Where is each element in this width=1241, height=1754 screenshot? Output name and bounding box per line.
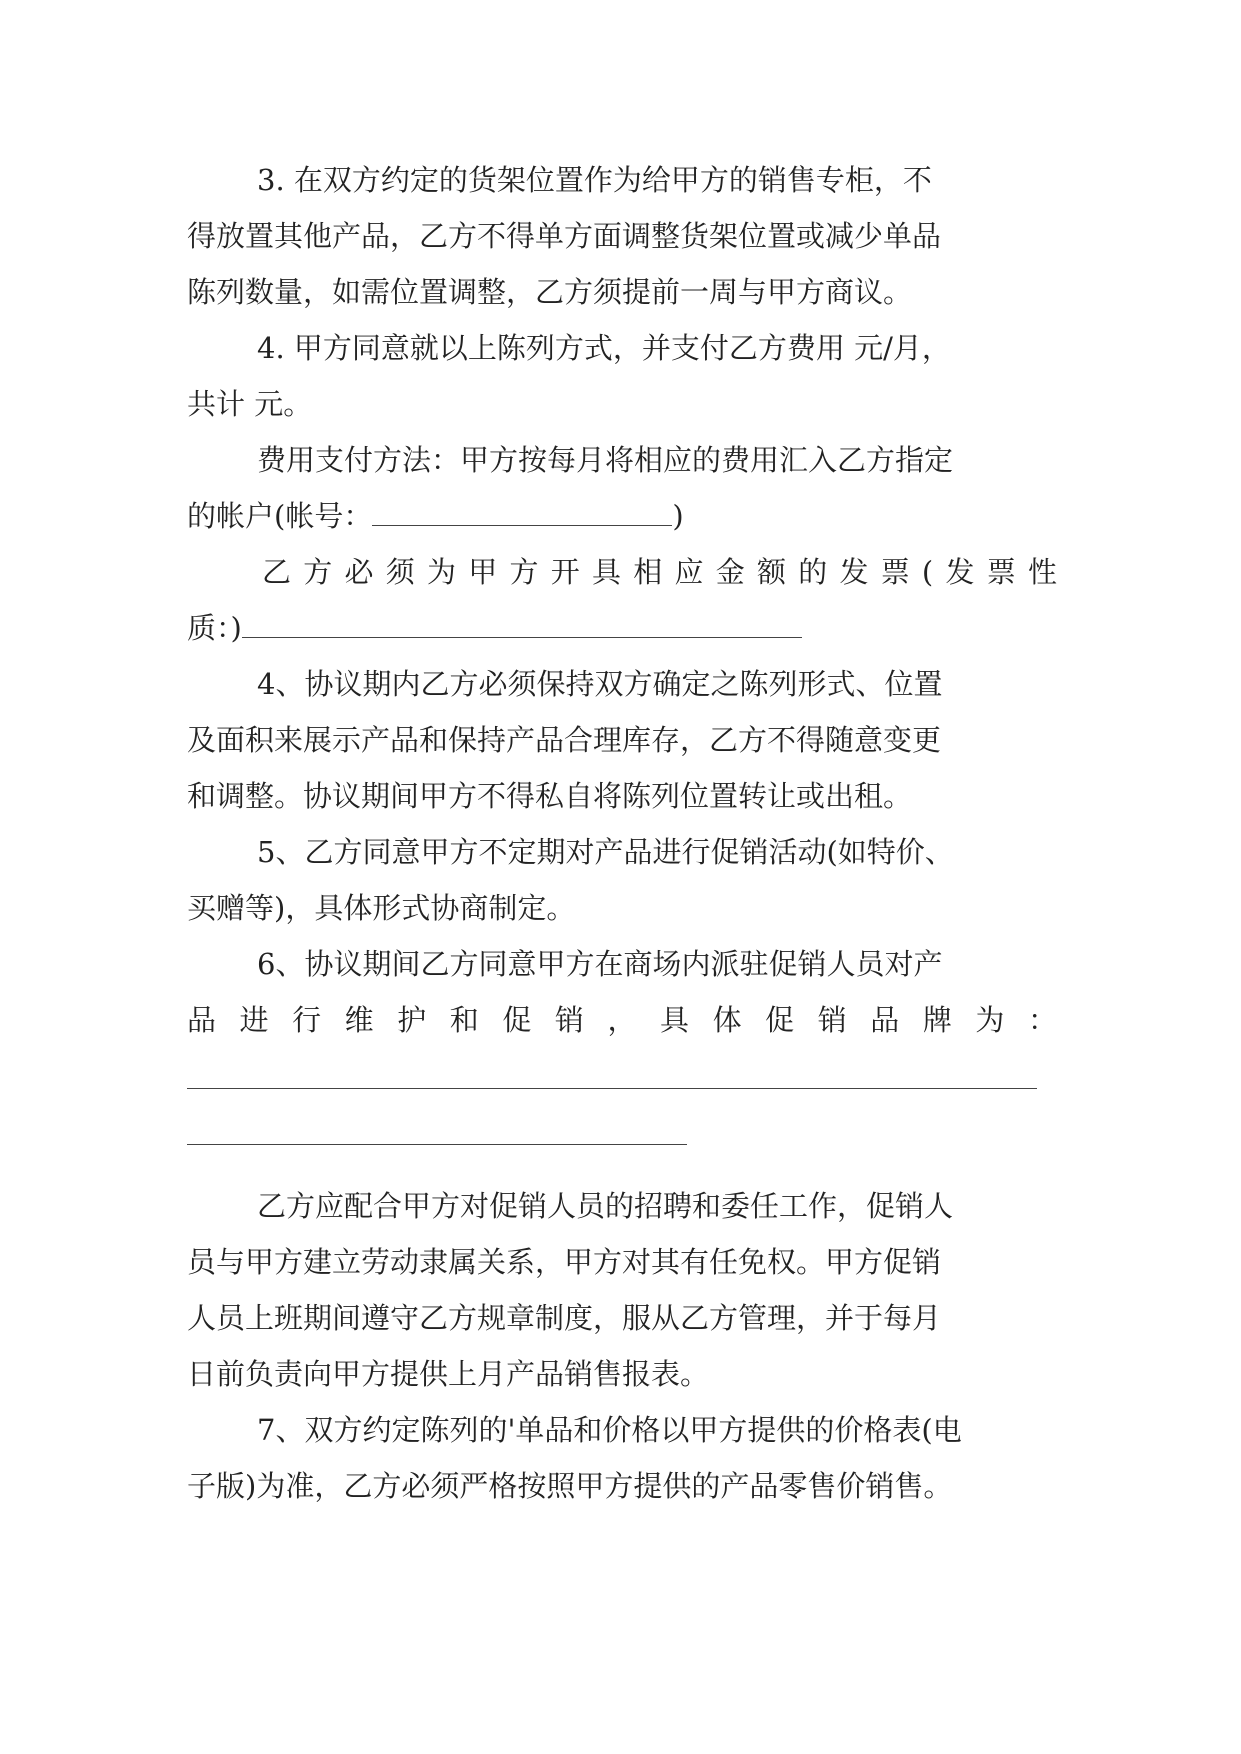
clause-3-line-2: 得放置其他产品，乙方不得单方面调整货架位置或减少单品 bbox=[187, 219, 942, 253]
staff-line-1: 乙方应配合甲方对促销人员的招聘和委任工作，促销人 bbox=[257, 1189, 954, 1223]
payment-method-line-2 bbox=[187, 488, 1057, 544]
clause-4b-line-2: 及面积来展示产品和保持产品合理库存，乙方不得随意变更 bbox=[187, 723, 942, 757]
clause-6-line-1: 6、协议期间乙方同意甲方在商场内派驻促销人员对产 bbox=[257, 947, 943, 981]
payment-method-line-1: 费用支付方法：甲方按每月将相应的费用汇入乙方指定 bbox=[257, 443, 954, 477]
brand-blank-row-1 bbox=[187, 1048, 1057, 1104]
clause-5-line-1: 5、乙方同意甲方不定期对产品进行促销活动(如特价、 bbox=[257, 835, 954, 869]
invoice-line-1: 乙方必须为甲方开具相应金额的发票(发票性 bbox=[262, 555, 1057, 589]
document-page bbox=[187, 152, 1057, 1514]
clause-4b-line-3: 和调整。协议期间甲方不得私自将陈列位置转让或出租。 bbox=[187, 779, 913, 813]
invoice-type-blank bbox=[242, 607, 802, 638]
account-label: 的帐户(帐号： bbox=[187, 499, 373, 533]
clause-6-line-2: 品进行维护和促销，具体促销品牌为： bbox=[187, 1003, 1057, 1037]
clause-3-line-3: 陈列数量，如需位置调整，乙方须提前一周与甲方商议。 bbox=[187, 275, 913, 309]
account-blank bbox=[372, 495, 672, 526]
clause-7-line-2: 子版)为准，乙方必须严格按照甲方提供的产品零售价销售。 bbox=[187, 1469, 953, 1503]
spacer bbox=[187, 1160, 1057, 1178]
staff-line-4: 日前负责向甲方提供上月产品销售报表。 bbox=[187, 1357, 710, 1391]
brand-blank-line-2 bbox=[187, 1144, 687, 1145]
staff-line-3: 人员上班期间遵守乙方规章制度，服从乙方管理，并于每月 bbox=[187, 1301, 942, 1335]
invoice-type-label: 质：) bbox=[187, 611, 242, 645]
clause-7-line-1: 7、双方约定陈列的'单品和价格以甲方提供的价格表(电 bbox=[257, 1413, 962, 1447]
clause-4b-line-1: 4、协议期内乙方必须保持双方确定之陈列形式、位置 bbox=[257, 667, 943, 701]
staff-line-2: 员与甲方建立劳动隶属关系，甲方对其有任免权。甲方促销 bbox=[187, 1245, 942, 1279]
invoice-line-2 bbox=[187, 600, 1057, 656]
brand-blank-row-2 bbox=[187, 1104, 1057, 1160]
clause-5-line-2: 买赠等)，具体形式协商制定。 bbox=[187, 891, 576, 925]
account-close-paren: ) bbox=[672, 499, 684, 533]
clause-3-line-1: 3. 在双方约定的货架位置作为给甲方的销售专柜，不 bbox=[257, 163, 932, 197]
clause-4-line-1: 4. 甲方同意就以上陈列方式，并支付乙方费用 元/月， bbox=[257, 331, 951, 365]
clause-4-line-2: 共计 元。 bbox=[187, 387, 313, 421]
brand-blank-line-1 bbox=[187, 1088, 1037, 1089]
